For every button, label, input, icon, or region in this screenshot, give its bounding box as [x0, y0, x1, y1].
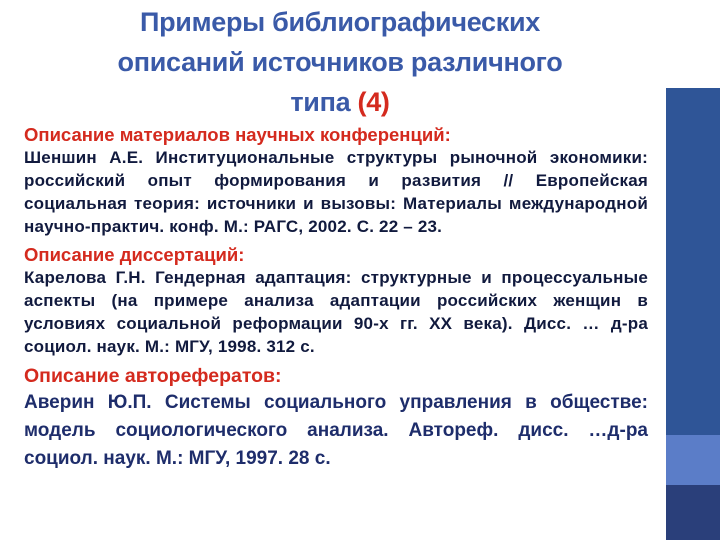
sidebar-band-dark: [666, 88, 720, 435]
title-line-3-text: типа: [290, 87, 351, 117]
section-heading: Описание авторефератов:: [24, 365, 282, 387]
section-heading: Описание диссертаций:: [24, 244, 245, 265]
section-conference: [24, 123, 648, 238]
section-body: Аверин Ю.П. Системы социального управления в обществе: модель социологического анализа. Автореф. дисс. …д-ра социол. наук. М.: МГУ, 1997. 28 с.: [24, 392, 648, 469]
section-body: Шеншин А.Е. Институциональные структуры рыночной экономики: российский опыт формирования и развития // Европейская социальная теория: источники и вызовы: Материалы международной научно-практич. конф. М.: РАГС, 2002. С. 22 – 23.: [24, 148, 648, 236]
section-heading: Описание материалов научных конференций:: [24, 124, 451, 145]
slide-title: [40, 2, 640, 122]
section-body: Карелова Г.Н. Гендерная адаптация: структурные и процессуальные аспекты (на примере анализа адаптации российских женщин в условиях социальной реформации 90-х гг. XX века). Дисс. … д-ра социол. наук. М.: МГУ, 1998. 312 с.: [24, 268, 648, 356]
slide-content: [24, 123, 648, 478]
title-line-2: описаний источников различного: [117, 47, 563, 77]
title-line-1: Примеры библиографических: [139, 7, 541, 37]
section-dissertation: [24, 243, 648, 358]
sidebar-band-light: [666, 435, 720, 485]
section-abstract: [24, 363, 648, 473]
title-number: (4): [357, 87, 390, 117]
title-line-3: [40, 82, 640, 122]
sidebar-band-bottom: [666, 485, 720, 540]
